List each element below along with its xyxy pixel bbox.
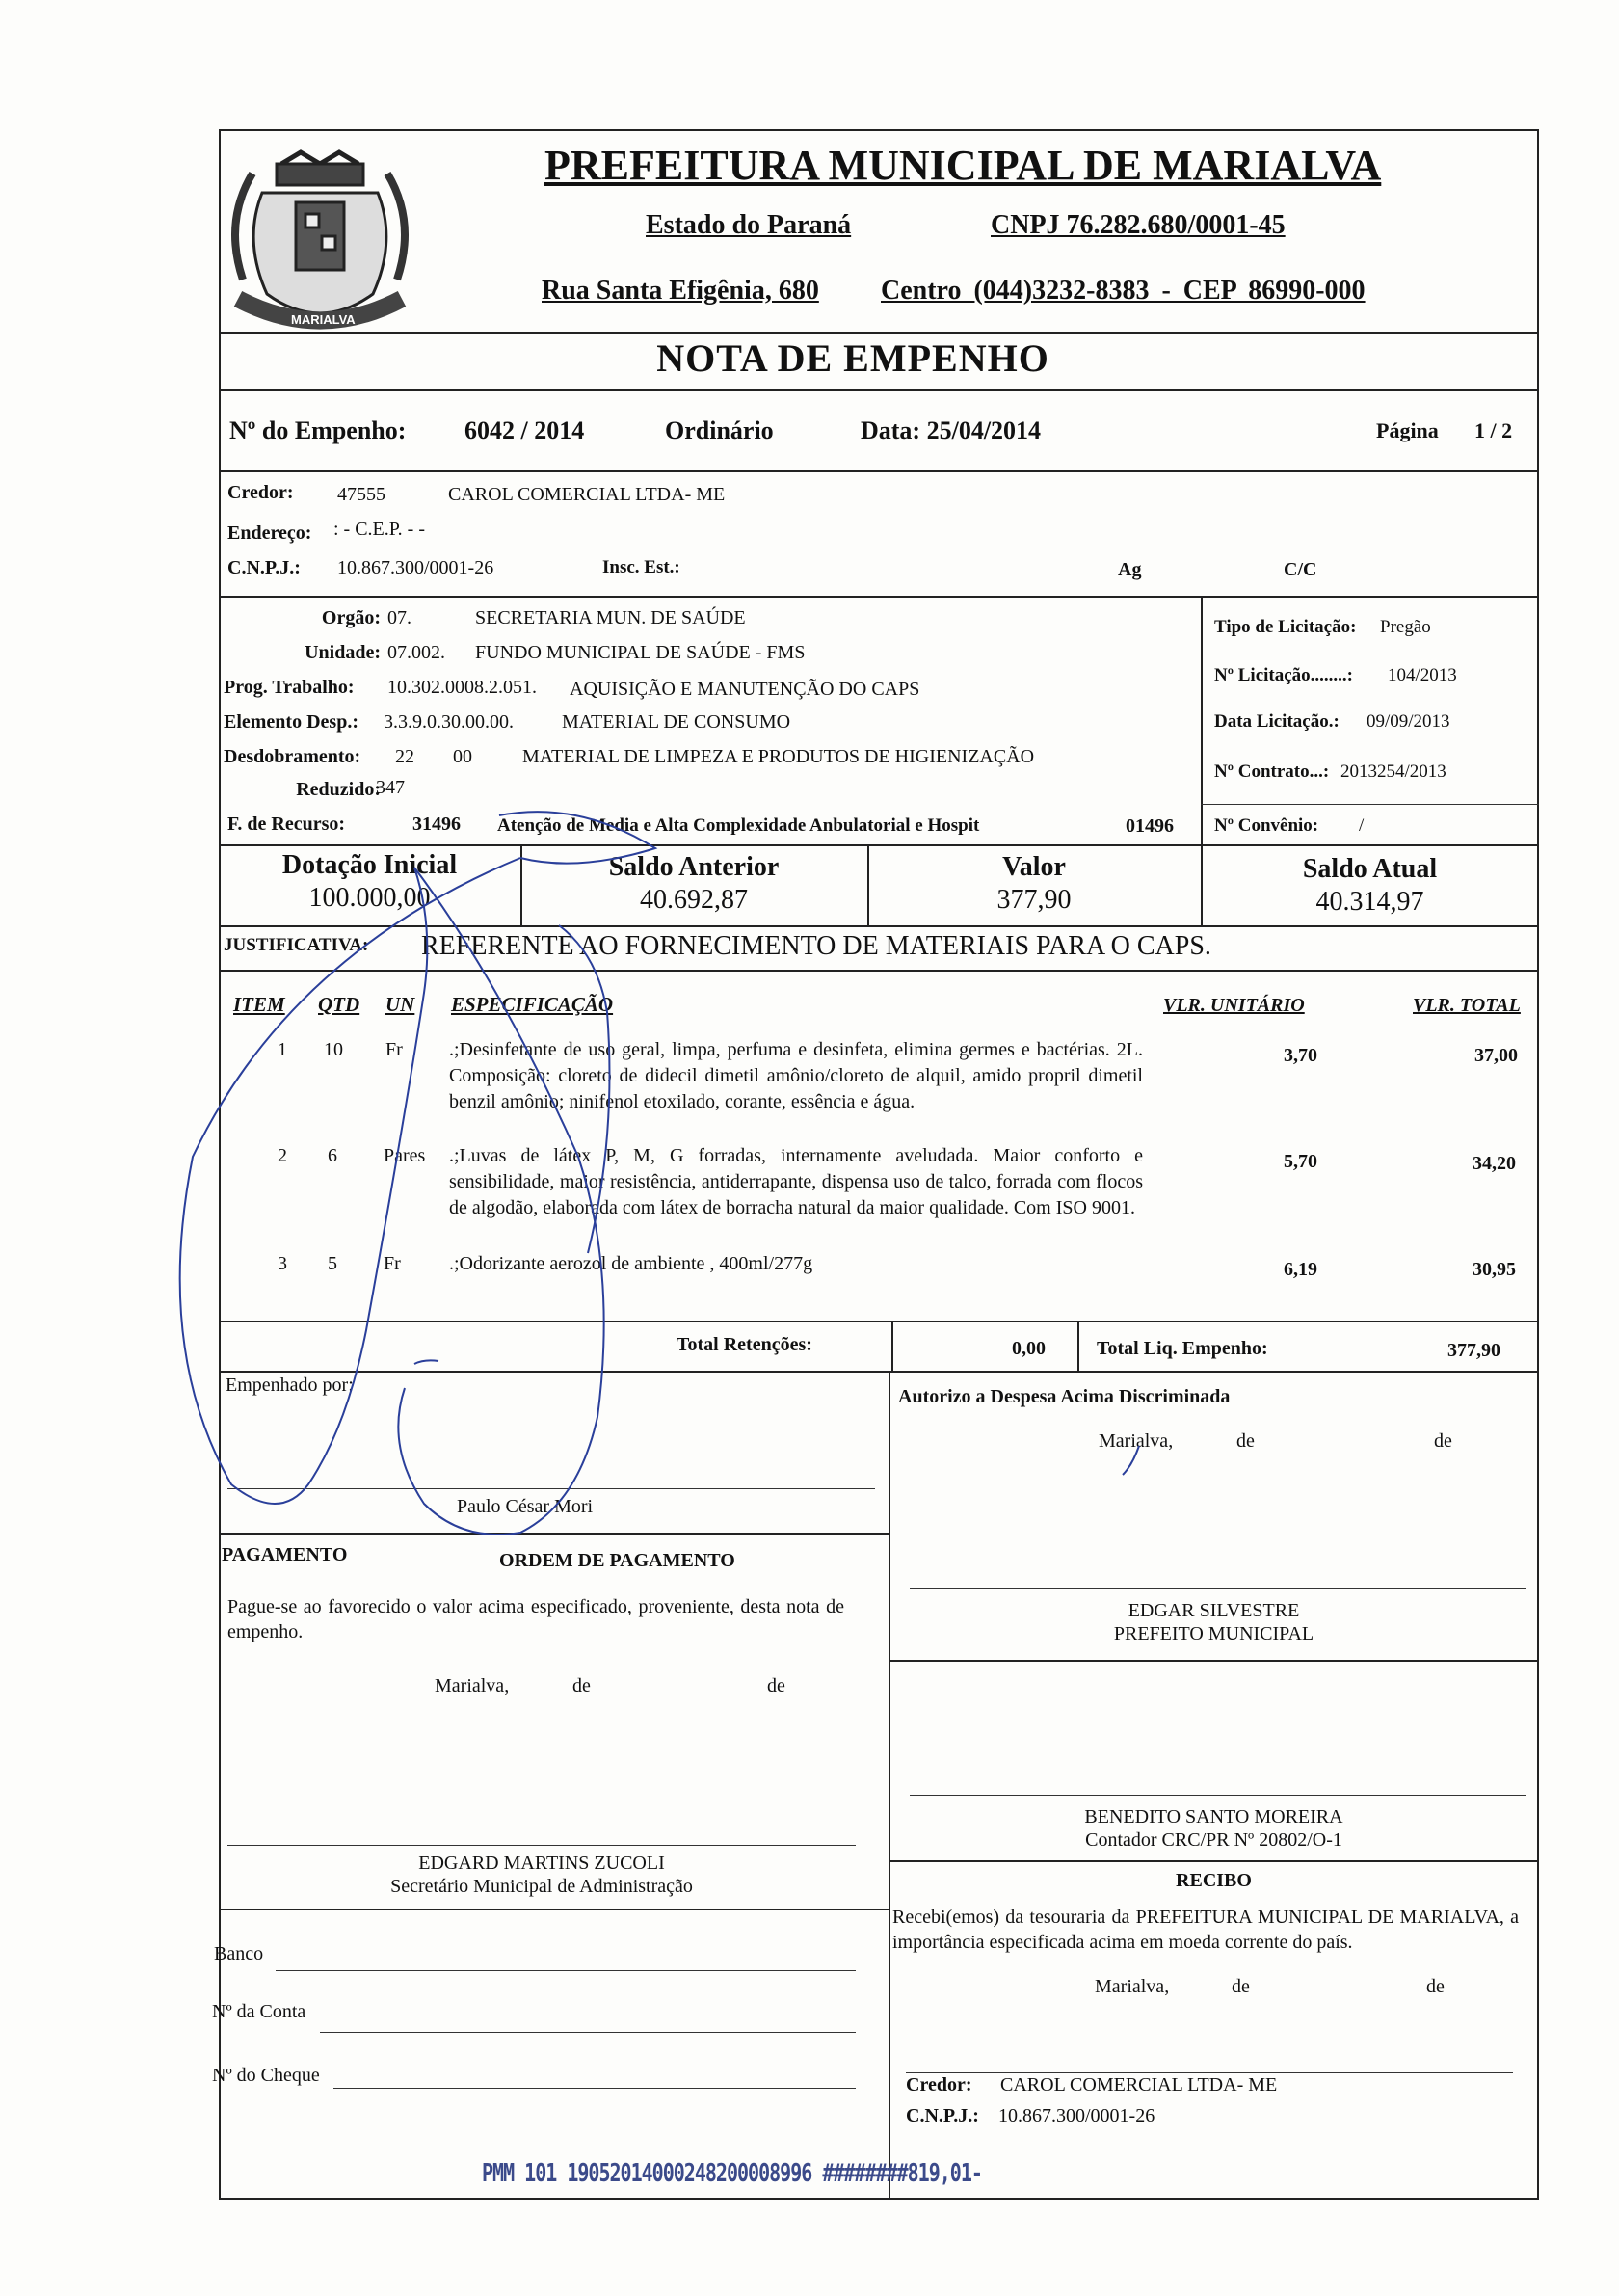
prefeito-role: PREFEITO MUNICIPAL [1113, 1623, 1314, 1644]
elemento-desp-name: MATERIAL DE CONSUMO [562, 711, 791, 733]
banco-label: Banco [214, 1943, 264, 1964]
dotacao-inicial-label: Dotação Inicial [281, 850, 458, 880]
desdobramento-sub: 00 [453, 746, 472, 767]
credor-cnpj-label: C.N.P.J.: [227, 557, 301, 578]
tipo-licitacao: Pregão [1380, 617, 1431, 637]
dotacao-inicial-value: 100.000,00 [308, 883, 431, 913]
insc-est-label: Insc. Est.: [602, 557, 680, 577]
footer-code: PMM 101 19052014000248200008996 ########819,01- [482, 2157, 982, 2188]
prefeito-name: EDGAR SILVESTRE [1128, 1600, 1300, 1621]
autorizo-title: Autorizo a Despesa Acima Discriminada [898, 1386, 1231, 1407]
item-number: 3 [278, 1253, 287, 1274]
pagamento-de1: de [572, 1675, 591, 1696]
item-spec: .;Desinfetante de uso geral, limpa, perfuma e desinfeta, elimina germes e bactérias. 2L. Composição: cloreto de didecil dimetil amônio/cloreto de alquil, amido propril dimetil benzil amônio; ninifenol etoxilado, corante, essência e água. [449, 1039, 1143, 1112]
municipality-contact: Centro (044)3232-8383 - CEP 86990-000 [881, 276, 1366, 306]
item-unit-value: 6,19 [1284, 1259, 1317, 1280]
recibo-cnpj-label: C.N.P.J.: [906, 2105, 979, 2126]
empenhado-por-name: Paulo César Mori [457, 1496, 594, 1517]
licitacao-date: 09/09/2013 [1367, 711, 1450, 732]
pagamento-label: PAGAMENTO [222, 1544, 348, 1565]
recibo-credor-name: CAROL COMERCIAL LTDA- ME [1000, 2074, 1278, 2096]
orgao-code: 07. [387, 607, 411, 628]
recibo-de2: de [1426, 1976, 1445, 1997]
unidade-name: FUNDO MUNICIPAL DE SAÚDE - FMS [475, 642, 806, 663]
valor-label: Valor [1002, 852, 1066, 882]
recibo-place: Marialva, [1095, 1976, 1170, 1997]
credor-code: 47555 [337, 484, 385, 505]
desdobramento-name: MATERIAL DE LIMPEZA E PRODUTOS DE HIGIENIZAÇÃO [522, 746, 1035, 767]
unidade-label: Unidade: [305, 642, 381, 663]
page-label: Página [1376, 418, 1439, 442]
municipality-cnpj: CNPJ 76.282.680/0001-45 [991, 210, 1286, 240]
recibo-credor-label: Credor: [906, 2074, 972, 2096]
item-qtd: 10 [324, 1039, 343, 1060]
empenho-number-label: Nº do Empenho: [229, 416, 407, 444]
conta-corrente-label: C/C [1284, 559, 1317, 580]
empenho-type: Ordinário [665, 416, 774, 444]
conta-label: Nº da Conta [212, 2001, 306, 2022]
unidade-code: 07.002. [387, 642, 445, 663]
contrato-number: 2013254/2013 [1340, 761, 1446, 782]
justificativa-label: JUSTIFICATIVA: [224, 935, 369, 955]
item-unit-value: 3,70 [1284, 1045, 1317, 1066]
saldo-anterior-value: 40.692,87 [640, 885, 748, 915]
recibo-cnpj: 10.867.300/0001-26 [998, 2105, 1155, 2126]
fonte-recurso-label: F. de Recurso: [227, 814, 346, 835]
agencia-label: Ag [1118, 559, 1142, 580]
empenhado-por-label: Empenhado por: [226, 1375, 354, 1396]
col-vlr-total: VLR. TOTAL [1413, 995, 1521, 1016]
elemento-desp-code: 3.3.9.0.30.00.00. [384, 711, 514, 733]
secretario-name: EDGARD MARTINS ZUCOLI [418, 1853, 665, 1874]
convenio-number: / [1359, 815, 1365, 836]
credor-name: CAROL COMERCIAL LTDA- ME [448, 484, 726, 505]
contrato-label: Nº Contrato...: [1214, 761, 1330, 782]
document-title: NOTA DE EMPENHO [656, 336, 1049, 380]
total-liquido-value: 377,90 [1447, 1340, 1500, 1361]
credor-cnpj: 10.867.300/0001-26 [337, 557, 494, 578]
orgao-label: Orgão: [321, 607, 381, 628]
fonte-recurso-number: 01496 [1126, 815, 1174, 837]
saldo-atual-value: 40.314,97 [1315, 887, 1424, 917]
autorizo-de1: de [1236, 1430, 1255, 1452]
item-un: Fr [385, 1039, 403, 1060]
crest-text: MARIALVA [291, 312, 356, 327]
col-un: UN [385, 993, 415, 1016]
reduzido-value: 347 [376, 777, 405, 798]
endereco-value: : - C.E.P. - - [333, 519, 425, 540]
recibo-de1: de [1232, 1976, 1250, 1997]
total-liquido-label: Total Liq. Empenho: [1097, 1338, 1268, 1359]
empenho-date: Data: 25/04/2014 [861, 416, 1042, 444]
contador-name: BENEDITO SANTO MOREIRA [1084, 1806, 1343, 1828]
valor-value: 377,90 [996, 885, 1072, 915]
item-qtd: 6 [328, 1145, 337, 1166]
item-number: 1 [278, 1039, 287, 1060]
col-vlr-unitario: VLR. UNITÁRIO [1163, 995, 1305, 1016]
col-especificacao: ESPECIFICAÇÃO [451, 993, 614, 1016]
licitacao-number-label: Nº Licitação........: [1214, 665, 1353, 685]
licitacao-number: 104/2013 [1388, 665, 1457, 685]
fonte-recurso-code: 31496 [412, 814, 461, 835]
desdobramento-code: 22 [395, 746, 414, 767]
pagamento-place: Marialva, [435, 1675, 510, 1696]
prog-trabalho-code: 10.302.0008.2.051. [387, 677, 537, 698]
col-qtd: QTD [318, 993, 360, 1016]
page-number: 1 / 2 [1474, 418, 1513, 442]
municipality-title: PREFEITURA MUNICIPAL DE MARIALVA [544, 142, 1382, 189]
total-retencoes-label: Total Retenções: [677, 1334, 812, 1355]
saldo-atual-label: Saldo Atual [1302, 854, 1438, 884]
state-label: Estado do Paraná [646, 210, 852, 240]
reduzido-label: Reduzido: [296, 779, 381, 800]
item-total-value: 37,00 [1474, 1045, 1518, 1066]
item-unit-value: 5,70 [1284, 1151, 1317, 1172]
item-total-value: 30,95 [1473, 1259, 1516, 1280]
item-qtd: 5 [328, 1253, 337, 1274]
pagamento-de2: de [767, 1675, 785, 1696]
justificativa-text: REFERENTE AO FORNECIMENTO DE MATERIAIS PARA O CAPS. [421, 931, 1211, 961]
convenio-label: Nº Convênio: [1214, 815, 1319, 836]
item-un: Pares [384, 1145, 426, 1166]
item-number: 2 [278, 1145, 287, 1166]
orgao-name: SECRETARIA MUN. DE SAÚDE [475, 607, 746, 628]
item-total-value: 34,20 [1473, 1153, 1516, 1174]
credor-label: Credor: [227, 482, 294, 503]
contador-role: Contador CRC/PR Nº 20802/O-1 [1085, 1829, 1342, 1851]
secretario-role: Secretário Municipal de Administração [390, 1876, 693, 1897]
cheque-label: Nº do Cheque [212, 2065, 320, 2086]
saldo-anterior-label: Saldo Anterior [608, 852, 780, 882]
autorizo-de2: de [1434, 1430, 1452, 1452]
autorizo-place: Marialva, [1099, 1430, 1174, 1452]
prog-trabalho-label: Prog. Trabalho: [224, 677, 355, 698]
fonte-recurso-name: Atenção de Media e Alta Complexidade Anbulatorial e Hospit [497, 815, 980, 836]
ordem-pagamento-label: ORDEM DE PAGAMENTO [499, 1550, 735, 1571]
elemento-desp-label: Elemento Desp.: [224, 711, 358, 733]
item-spec: .;Odorizante aerozol de ambiente , 400ml/277g [449, 1253, 813, 1274]
desdobramento-label: Desdobramento: [224, 746, 361, 767]
municipality-address: Rua Santa Efigênia, 680 [542, 276, 819, 306]
recibo-title: RECIBO [1176, 1870, 1252, 1891]
recibo-text: Recebi(emos) da tesouraria da PREFEITURA MUNICIPAL DE MARIALVA, a importância especificada acima em moeda corrente do país. [892, 1907, 1519, 1953]
prog-trabalho-name: AQUISIÇÃO E MANUTENÇÃO DO CAPS [570, 679, 920, 700]
pagamento-text: Pague-se ao favorecido o valor acima especificado, proveniente, desta nota de empenho. [227, 1596, 844, 1642]
item-un: Fr [384, 1253, 401, 1274]
total-retencoes-value: 0,00 [1012, 1338, 1046, 1359]
col-item: ITEM [233, 993, 285, 1016]
endereco-label: Endereço: [227, 522, 312, 544]
empenho-number: 6042 / 2014 [464, 416, 585, 444]
licitacao-date-label: Data Licitação.: [1214, 711, 1340, 732]
item-spec: .;Luvas de látex P, M, G forradas, internamente aveludada. Maior conforto e sensibilidade, maior resistência, antiderrapante, dispensa uso de talco, forrada com flocos de algodão, elaborada com látex de borracha natural da maior qualidade. Com ISO 9001. [449, 1145, 1143, 1218]
tipo-licitacao-label: Tipo de Licitação: [1214, 617, 1357, 637]
